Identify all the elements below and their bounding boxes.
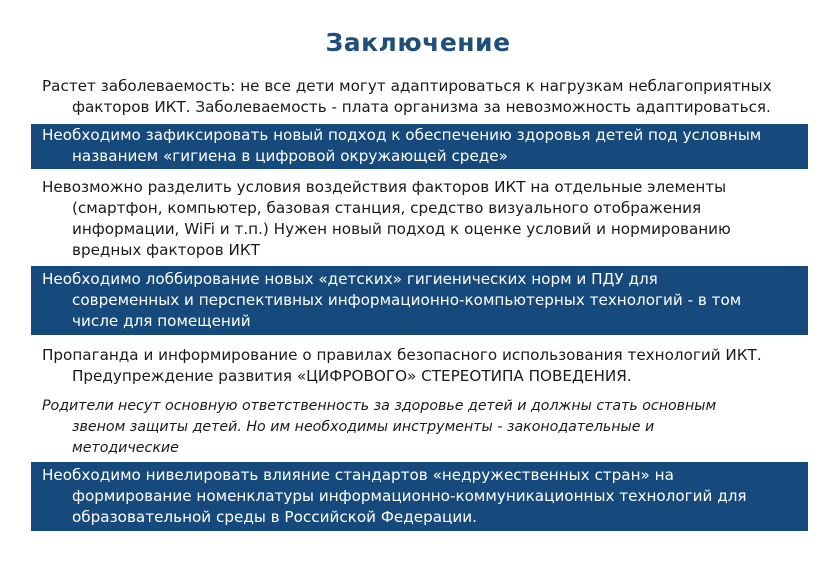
conclusion-item-propaganda: [31, 345, 808, 387]
item-line: информации, WiFi и т.п.) Нужен новый подход к оценке условий и нормированию: [72, 220, 731, 238]
item-line: формирование номенклатуры информационно-коммуникационных технологий для: [72, 487, 747, 505]
item-line: Необходимо нивелировать влияние стандартов «недружественных стран» на: [42, 466, 674, 484]
conclusion-item-standards: [31, 462, 808, 531]
item-line: названием «гигиена в цифровой окружающей среде»: [72, 147, 508, 165]
item-line: Необходимо зафиксировать новый подход к обеспечению здоровья детей под условным: [42, 126, 762, 144]
page-title: Заключение: [325, 28, 511, 57]
item-line: Растет заболеваемость: не все дети могут адаптироваться к нагрузкам неблагоприятных: [42, 77, 772, 95]
item-line: (смартфон, компьютер, базовая станция, средство визуального отображения: [72, 199, 702, 217]
conclusion-item-children-norms: [31, 266, 808, 335]
item-line: Предупреждение развития «ЦИФРОВОГО» СТЕРЕОТИПА ПОВЕДЕНИЯ.: [72, 367, 632, 385]
item-line: вредных факторов ИКТ: [72, 241, 260, 259]
item-line: образовательной среды в Российской Федерации.: [72, 508, 477, 526]
item-line: методические: [72, 440, 179, 456]
item-line: Пропаганда и информирование о правилах безопасного использования технологий ИКТ.: [42, 346, 762, 364]
conclusion-item-morbidity: [31, 76, 808, 118]
conclusion-item-parents: [31, 396, 808, 459]
conclusion-item-ict-factors: [31, 177, 808, 261]
item-line: Невозможно разделить условия воздействия факторов ИКТ на отдельные элементы: [42, 178, 727, 196]
item-line: Родители несут основную ответственность за здоровье детей и должны стать основным: [42, 398, 717, 414]
item-line: современных и перспективных информационно-компьютерных технологий - в том: [72, 291, 742, 309]
item-line: Необходимо лоббирование новых «детских» гигиенических норм и ПДУ для: [42, 270, 658, 288]
item-line: звеном защиты детей. Но им необходимы инструменты - законодательные и: [72, 419, 655, 435]
item-line: числе для помещений: [72, 312, 251, 330]
conclusion-item-digital-hygiene: [31, 124, 808, 169]
item-line: факторов ИКТ. Заболеваемость - плата организма за невозможность адаптироваться.: [72, 98, 771, 116]
